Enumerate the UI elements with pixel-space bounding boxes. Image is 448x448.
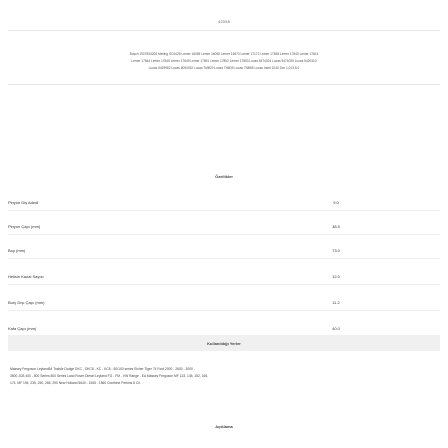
spec-row: [8, 292, 440, 311]
spec-value: 9.0: [333, 200, 339, 205]
vehicles-line-1: Massey Ferguson Leyland54 Traktör Dodge DKC - DKC8 - KC - KC8 - 50/100 series Eicher Tiger 74 Ford 2000 - 2600 - 3000 -: [10, 367, 195, 371]
vehicles-text: [10, 366, 440, 387]
spec-row: [8, 216, 440, 235]
top-divider: [8, 30, 440, 31]
spec-label: Boy (mm): [8, 248, 26, 253]
vehicles-header: [8, 335, 440, 351]
spec-row: [8, 266, 440, 285]
vehicles-line-3: 174, MF 194, 235, 250, 265, 290 New Holland 5640 - 1545 - 1560 Combine Perkins 8 Cil.: [10, 381, 141, 385]
oem-line-3: Lucas 5429982 Lucas 6050032 Lucas 7MB20 Lucas 7NB35 Lucas 7NB85 Lucas Indel 2240 Zen 1.013.5.0: [148, 66, 300, 70]
spec-row: [8, 240, 440, 259]
oem-line-2: Lemer 17844 Lemer 17845 Lemer 17849 Lemer 17851 Lemer 17852 Lemer 17853 Lucas 5474024 Lucas 5474025 Lucas 5420310: [131, 59, 317, 63]
spec-value: 73.0: [332, 248, 340, 253]
note-title: Açıklama: [215, 424, 233, 429]
spec-value: 11.2: [332, 300, 340, 305]
vehicles-line-2: 3500 JCB 400 - 500 Series 800 Series Land Rover Diesel Leyland FG - FM - VW Range - EA Massey Ferguson MF 133, 145, 152, 165,: [10, 374, 209, 378]
spec-value: 38.5: [332, 224, 340, 229]
product-code: 42055: [217, 19, 231, 24]
oem-line-1: Bosch 1907833205 Melling SO1025 Lemer 16055 Lemer 16055 Lemer 16570 Lemer 17172 Lemer 17838 Lemer 17840 Lemer 17841: [129, 52, 319, 56]
spec-row: [8, 192, 440, 211]
spec-label: Pinyon Diş Adedi: [8, 200, 39, 205]
spec-label: Kafa Çapı (mm): [8, 326, 37, 331]
oem-divider: [8, 84, 440, 85]
spec-value: 12.0: [332, 274, 340, 279]
spec-label: Pinyon Çapı (mm): [8, 224, 41, 229]
vehicles-title: Kullanıldığı Yerler: [207, 341, 241, 346]
spec-label: Burç Dışı Çapı (mm): [8, 300, 45, 305]
spec-label: Helisin Kanal Sayısı: [8, 274, 44, 279]
specs-title: Özellikler: [215, 174, 233, 179]
spec-value: 40.0: [332, 326, 340, 331]
